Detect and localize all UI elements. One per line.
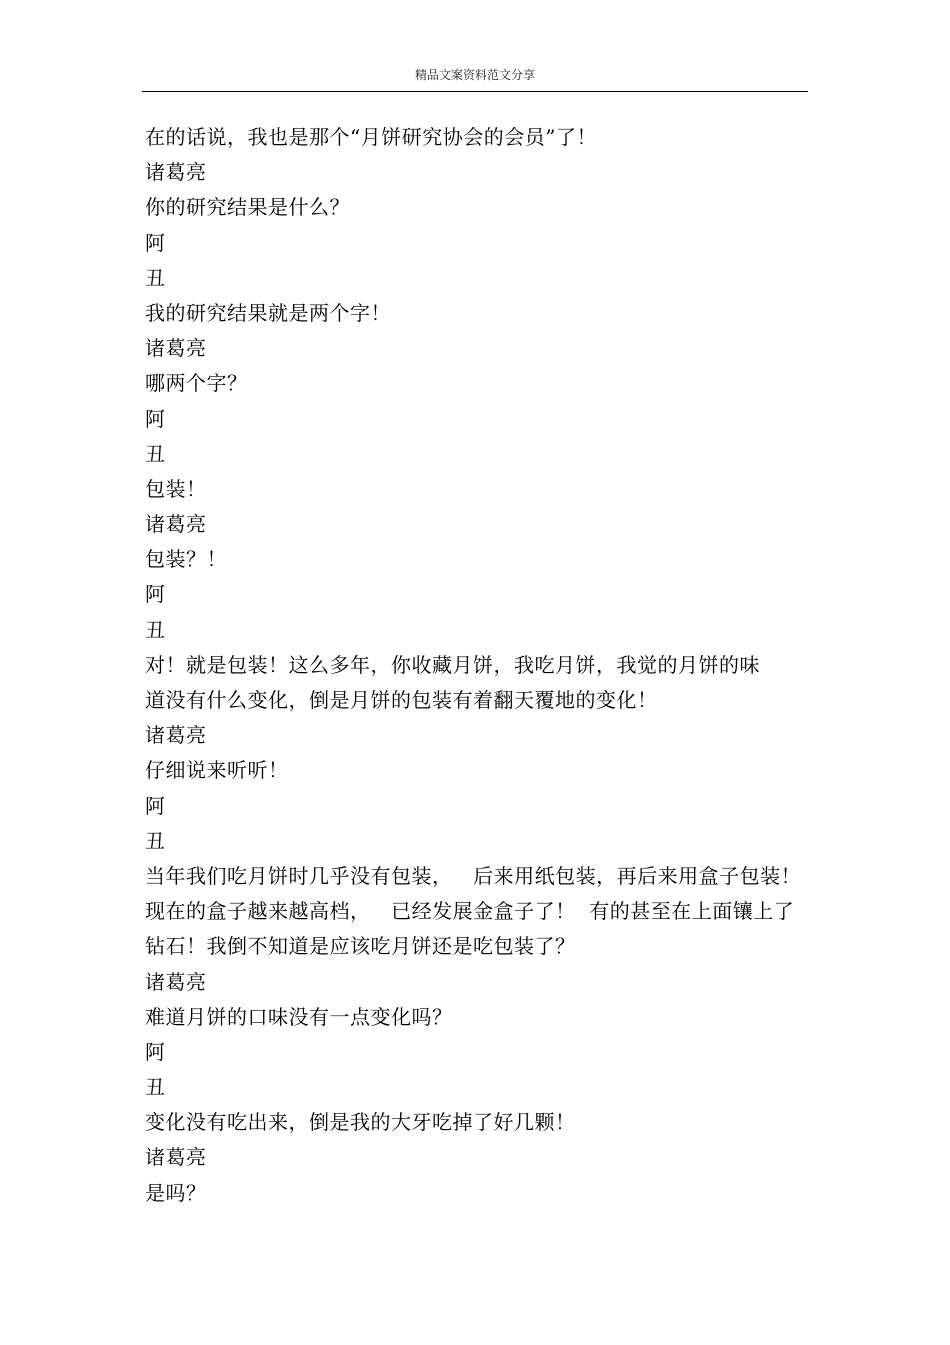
- dialogue-line: 当年我们吃月饼时几乎没有包装， 后来用纸包装，再后来用盒子包装！: [145, 863, 802, 888]
- speaker-name: 丑: [145, 265, 166, 290]
- dialogue-line: 难道月饼的口味没有一点变化吗？: [145, 1004, 453, 1029]
- speaker-name: 阿: [145, 793, 166, 818]
- speaker-name: 阿: [145, 582, 166, 607]
- dialogue-line: 仔细说来听听！: [145, 758, 289, 783]
- dialogue-line: 变化没有吃出来，倒是我的大牙吃掉了好几颗！: [145, 1110, 576, 1135]
- speaker-name: 丑: [145, 617, 166, 642]
- dialogue-line: 包装？！: [145, 547, 227, 572]
- speaker-name: 诸葛亮: [145, 723, 207, 748]
- speaker-name: 丑: [145, 441, 166, 466]
- speaker-name: 诸葛亮: [145, 969, 207, 994]
- speaker-name: 阿: [145, 406, 166, 431]
- speaker-name: 丑: [145, 1075, 166, 1100]
- speaker-name: 诸葛亮: [145, 160, 207, 185]
- dialogue-line: 是吗？: [145, 1180, 207, 1205]
- dialogue-line: 道没有什么变化，倒是月饼的包装有着翻天覆地的变化！: [145, 688, 658, 712]
- speaker-name: 阿: [145, 1039, 166, 1064]
- speaker-name: 诸葛亮: [145, 512, 207, 537]
- speaker-name: 诸葛亮: [145, 336, 207, 361]
- dialogue-line: 在的话说，我也是那个“月饼研究协会的会员”了！: [145, 125, 597, 149]
- dialogue-line: 对！就是包装！这么多年，你收藏月饼，我吃月饼，我觉的月饼的味: [145, 652, 760, 677]
- speaker-name: 阿: [145, 230, 166, 255]
- dialogue-line: 哪两个字？: [145, 371, 248, 396]
- header-rule: [142, 91, 808, 92]
- dialogue-body: [145, 120, 805, 1211]
- speaker-name: 诸葛亮: [145, 1145, 207, 1170]
- dialogue-line: 我的研究结果就是两个字！: [145, 300, 391, 325]
- dialogue-line: 现在的盒子越来越高档， 已经发展金盒子了！ 有的甚至在上面镶上了: [145, 899, 795, 924]
- dialogue-line: 你的研究结果是什么？: [145, 195, 350, 220]
- page-header: 精品文案资料范文分享: [414, 68, 535, 82]
- speaker-name: 丑: [145, 828, 166, 853]
- dialogue-line: 钻石！我倒不知道是应该吃月饼还是吃包装了？: [145, 934, 576, 959]
- dialogue-line: 包装！: [145, 476, 207, 501]
